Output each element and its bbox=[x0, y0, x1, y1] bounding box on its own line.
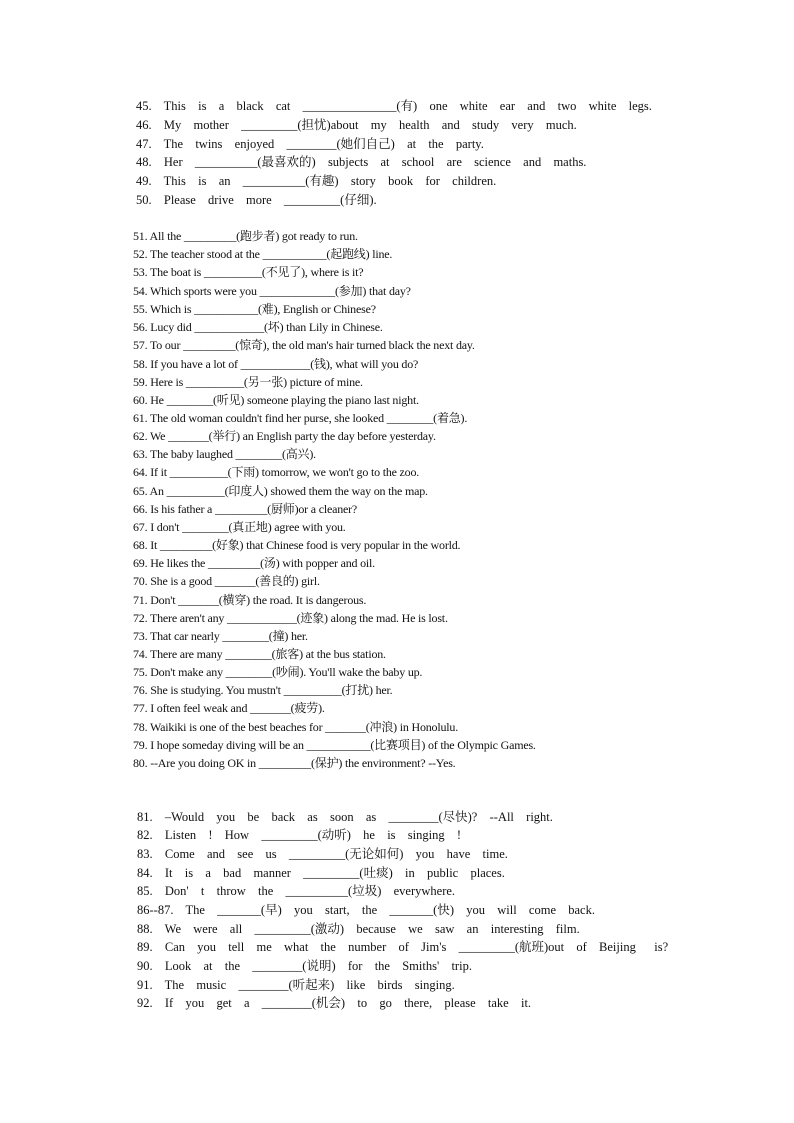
question-83: 83. Come and see us _________(无论如何) you have time. bbox=[137, 847, 508, 861]
question-70: 70. She is a good _______(善良的) girl. bbox=[133, 574, 320, 588]
question-84: 84. It is a bad manner _________(吐痰) in public places. bbox=[137, 866, 505, 880]
question-72: 72. There aren't any ____________(迹象) along the mad. He is lost. bbox=[133, 611, 448, 625]
question-63: 63. The baby laughed ________(高兴). bbox=[133, 447, 316, 461]
question-88: 88. We were all _________(激动) because we saw an interesting film. bbox=[137, 922, 580, 936]
question-77: 77. I often feel weak and _______(疲劳). bbox=[133, 701, 325, 715]
question-79: 79. I hope someday diving will be an ___________(比赛项目) of the Olympic Games. bbox=[133, 738, 536, 752]
question-65: 65. An __________(印度人) showed them the way on the map. bbox=[133, 484, 428, 498]
question-82: 82. Listen ! How _________(动听) he is singing ! bbox=[137, 828, 462, 842]
question-68: 68. It _________(好象) that Chinese food is very popular in the world. bbox=[133, 538, 461, 552]
question-92: 92. If you get a ________(机会) to go there, please take it. bbox=[137, 996, 532, 1010]
question-81: 81. –Would you be back as soon as ________(尽快)? --All right. bbox=[137, 810, 553, 824]
question-67: 67. I don't ________(真正地) agree with you. bbox=[133, 520, 346, 534]
question-66: 66. Is his father a _________(厨师)or a cleaner? bbox=[133, 502, 358, 516]
question-91: 91. The music ________(听起来) like birds singing. bbox=[137, 978, 455, 992]
question-69: 69. He likes the _________(汤) with popper and oil. bbox=[133, 556, 375, 570]
question-76: 76. She is studying. You mustn't __________(打扰) her. bbox=[133, 683, 393, 697]
question-47: 47. The twins enjoyed ________(她们自己) at the party. bbox=[136, 137, 484, 151]
question-74: 74. There are many ________(旅客) at the bus station. bbox=[133, 647, 386, 661]
question-46: 46. My mother _________(担忧)about my health and study very much. bbox=[136, 118, 577, 132]
question-56: 56. Lucy did ____________(坏) than Lily in Chinese. bbox=[133, 320, 383, 334]
question-55: 55. Which is ___________(难), English or Chinese? bbox=[133, 302, 376, 316]
question-80: 80. --Are you doing OK in _________(保护) the environment? --Yes. bbox=[133, 756, 456, 770]
question-52: 52. The teacher stood at the ___________(起跑线) line. bbox=[133, 247, 393, 261]
question-51: 51. All the _________(跑步者) got ready to run. bbox=[133, 229, 358, 243]
question-45: 45. This is a black cat _______________(有) one white ear and two white legs. bbox=[136, 99, 652, 113]
question-73: 73. That car nearly ________(撞) her. bbox=[133, 629, 308, 643]
question-62: 62. We _______(举行) an English party the day before yesterday. bbox=[133, 429, 436, 443]
question-78: 78. Waikiki is one of the best beaches for _______(冲浪) in Honolulu. bbox=[133, 720, 459, 734]
question-59: 59. Here is __________(另一张) picture of mine. bbox=[133, 375, 363, 389]
question-54: 54. Which sports were you _____________(参加) that day? bbox=[133, 284, 411, 298]
question-53: 53. The boat is __________(不见了), where is it? bbox=[133, 265, 364, 279]
question-49: 49. This is an __________(有趣) story book for children. bbox=[136, 174, 497, 188]
question-86-87: 86--87. The _______(早) you start, the _______(快) you will come back. bbox=[137, 903, 595, 917]
question-71: 71. Don't _______(横穿) the road. It is dangerous. bbox=[133, 593, 367, 607]
question-89: 89. Can you tell me what the number of Jim's _________(航班)out of Beijing is? bbox=[137, 940, 669, 954]
question-64: 64. If it __________(下雨) tomorrow, we won't go to the zoo. bbox=[133, 465, 420, 479]
question-57: 57. To our _________(惊奇), the old man's hair turned black the next day. bbox=[133, 338, 475, 352]
question-60: 60. He ________(听见) someone playing the piano last night. bbox=[133, 393, 419, 407]
question-61: 61. The old woman couldn't find her purse, she looked ________(着急). bbox=[133, 411, 468, 425]
question-58: 58. If you have a lot of ____________(钱), what will you do? bbox=[133, 357, 419, 371]
question-48: 48. Her __________(最喜欢的) subjects at school are science and maths. bbox=[136, 155, 587, 169]
question-90: 90. Look at the ________(说明) for the Smiths' trip. bbox=[137, 959, 472, 973]
question-85: 85. Don' t throw the __________(垃圾) everywhere. bbox=[137, 884, 456, 898]
question-75: 75. Don't make any ________(吵闹). You'll wake the baby up. bbox=[133, 665, 423, 679]
question-50: 50. Please drive more _________(仔细). bbox=[136, 193, 377, 207]
